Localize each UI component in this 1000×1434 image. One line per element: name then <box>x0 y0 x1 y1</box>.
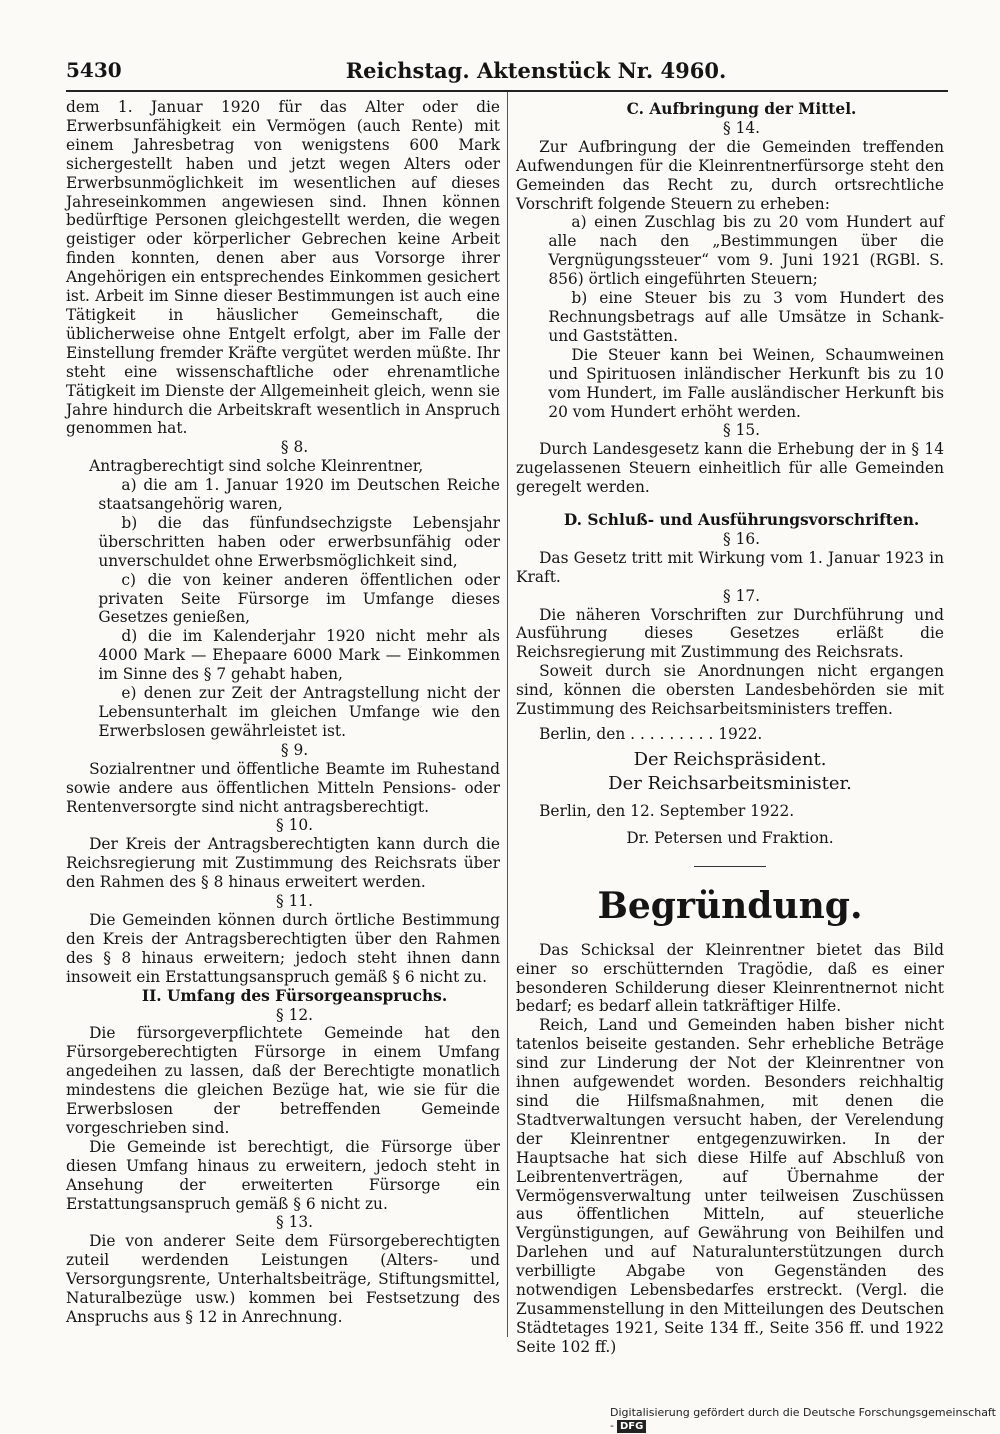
paragraph: Antragberechtigt sind solche Kleinrentner, <box>89 457 424 476</box>
section-number: § 9. <box>280 740 309 759</box>
signature-president: Der Reichspräsident. <box>633 748 827 770</box>
section-number: § 16. <box>723 529 761 548</box>
paragraph: Sozialrentner und öffentliche Beamte im Ruhestand sowie andere aus öffentlichen Mitteln Pensions- oder Rentenversorgte sind nicht antragsberechtigt. <box>66 759 500 816</box>
list-item: a) einen Zuschlag bis zu 20 vom Hundert auf alle nach den „Bestimmungen über die Vergnügungssteuer“ vom 9. Juni 1921 (RGBl. S. 856) örtlich eingeführten Steuern; <box>548 213 944 289</box>
section-number: § 15. <box>723 421 761 440</box>
section-number: § 14. <box>723 118 761 137</box>
section-number: § 13. <box>276 1213 314 1232</box>
part-heading: II. Umfang des Fürsorgeanspruchs. <box>141 986 448 1005</box>
paragraph: Durch Landesgesetz kann die Erhebung der in § 14 zugelassenen Steuern einheitlich für alle Gemeinden geregelt werden. <box>516 440 944 497</box>
list-item: d) die im Kalenderjahr 1920 nicht mehr als 4000 Mark — Ehepaare 6000 Mark — Einkommen im Sinne des § 7 gehabt haben, <box>98 627 500 684</box>
right-column <box>516 98 944 1357</box>
left-column <box>66 98 500 1327</box>
paragraph: Die fürsorgeverpflichtete Gemeinde hat den Fürsorgeberechtigten Fürsorge in einem Umfang angedeihen zu lassen, daß der Berechtigte monatlich mindestens die gleichen Bezüge hat, wie sie für die Erwerbslosen der betreffenden Gemeinde vorgeschrieben sind. <box>66 1024 500 1137</box>
list-item: e) denen zur Zeit der Antragstellung nicht der Lebensunterhalt im gleichen Umfange wie den Erwerbslosen gewährleistet ist. <box>98 684 500 740</box>
section-title: Begründung. <box>597 884 863 927</box>
section-number: § 10. <box>276 816 314 835</box>
paragraph: Soweit durch sie Anordnungen nicht ergangen sind, können die obersten Landesbehörden sie mit Zustimmung des Reichsarbeitsministers treffen. <box>516 662 944 719</box>
signature-minister: Der Reichsarbeitsminister. <box>608 772 852 794</box>
running-title: Reichstag. Aktenstück Nr. 4960. <box>345 58 727 83</box>
section-number: § 8. <box>280 438 309 457</box>
footer-text: Digitalisierung gefördert durch die Deutsche Forschungsgemeinschaft - <box>610 1406 996 1432</box>
paragraph: dem 1. Januar 1920 für das Alter oder die Erwerbsunfähigkeit ein Vermögen (auch Rente) mit einem Jahresbetrag von wenigstens 600 Mark sichergestellt haben und jetzt wegen Alters oder Erwerbsunmöglichkeit im wesentlichen auf dieses Jahreseinkommen angewiesen sind. Ihnen können bedürftige Personen gleichgestellt werden, die wegen geistiger oder körperlicher Gebrechen keine Arbeit finden konnten, denen aber aus Vorsorge ihrer Angehörigen ein entsprechendes Einkommen gesichert ist. Arbeit im Sinne dieser Bestimmungen ist auch eine Tätigkeit in häuslicher Gemeinschaft, die üblicherweise ohne Entgelt erfolgt, aber im Falle der Einstellung fremder Kräfte vergütet werden müßte. Ihr steht eine wissenschaftliche oder ehrenamtliche Tätigkeit im Dienste der Allgemeinheit gleich, wenn sie Jahre hindurch die Arbeitskraft wesentlich in Anspruch genommen hat. <box>66 98 500 438</box>
column-divider <box>507 92 508 1337</box>
authors: Dr. Petersen und Fraktion. <box>626 828 834 847</box>
list-item: a) die am 1. Januar 1920 im Deutschen Reiche staatsangehörig waren, <box>98 476 500 514</box>
paragraph: Die Gemeinde ist berechtigt, die Fürsorge über diesen Umfang hinaus zu erweitern, jedoch steht in Ansehung der erweiterten Fürsorge ein Erstattungsanspruch gemäß § 6 nicht zu. <box>66 1137 500 1213</box>
paragraph: Die Gemeinden können durch örtliche Bestimmung den Kreis der Antragsberechtigten über den Rahmen des § 8 hinaus erweitern; jedoch steht ihnen dann insoweit ein Erstattungsanspruch gemäß § 6 nicht zu. <box>66 910 500 986</box>
dfg-logo: DFG <box>617 1420 646 1433</box>
section-number: § 11. <box>276 892 314 911</box>
page-number: 5430 <box>66 58 122 82</box>
paragraph: Die Steuer kann bei Weinen, Schaumweinen und Spirituosen inländischer Herkunft bis zu 10 vom Hundert, im Falle ausländischer Herkunft bis 20 vom Hundert erhöht werden. <box>548 345 944 421</box>
separator-rule <box>694 866 766 867</box>
part-heading: D. Schluß- und Ausführungsvorschriften. <box>563 511 920 530</box>
paragraph: Die näheren Vorschriften zur Durchführung und Ausführung dieses Gesetzes erläßt die Reichsregierung mit Zustimmung des Reichsrats. <box>516 605 944 662</box>
section-number: § 17. <box>723 586 761 605</box>
date-line: Berlin, den . . . . . . . . . 1922. <box>539 725 763 743</box>
part-heading: C. Aufbringung der Mittel. <box>626 100 857 118</box>
paragraph: Zur Aufbringung der die Gemeinden treffenden Aufwendungen für die Kleinrentnerfürsorge steht den Gemeinden das Recht zu, durch ortsrechtliche Vorschrift folgende Steuern zu erheben: <box>516 137 944 213</box>
paragraph: Reich, Land und Gemeinden haben bisher nicht tatenlos beiseite gestanden. Sehr erhebliche Beträge sind zur Linderung der Not der Kleinrentner von ihnen aufgewendet worden. Besonders reichhaltig sind die Hilfsmaßnahmen, mit denen die Stadtverwaltungen versucht haben, der Verelendung der Kleinrentner entgegenzuwirken. In der Hauptsache hat sich diese Hilfe auf Abschluß von Leibrentenverträgen, auf Übernahme der Vermögensverwaltung unter teilweisen Zuschüssen aus öffentlichen Mitteln, auf steuerliche Vergünstigungen, auf Gewährung von Beihilfen und Darlehen und auf Naturalunterstützungen durch verbilligte Abgabe von Gegenständen des notwendigen Lebensbedarfes erstreckt. (Vergl. die Zusammenstellung in den Mitteilungen des Deutschen Städtetages 1921, Seite 134 ff., Seite 356 ff. und 1922 Seite 102 ff.) <box>516 1016 944 1356</box>
page-header <box>66 58 946 84</box>
list-item: c) die von keiner anderen öffentlichen oder privaten Seite Fürsorge im Umfange dieses Gesetzes genießen, <box>98 570 500 627</box>
paragraph: Der Kreis der Antragsberechtigten kann durch die Reichsregierung mit Zustimmung des Reichsrats über den Rahmen des § 8 hinaus erweitert werden. <box>66 835 500 892</box>
section-number: § 12. <box>276 1005 314 1024</box>
list-item: b) die das fünfundsechzigste Lebensjahr überschritten haben oder erwerbsunfähig oder unverschuldet ohne Erwerbsmöglichkeit sind, <box>98 513 500 570</box>
footer-credit <box>610 1406 1000 1433</box>
date-line: Berlin, den 12. September 1922. <box>539 801 795 820</box>
list-item: b) eine Steuer bis zu 3 vom Hundert des Rechnungsbetrags auf alle Umsätze in Schank- und Gaststätten. <box>548 289 944 345</box>
paragraph: Das Gesetz tritt mit Wirkung vom 1. Januar 1923 in Kraft. <box>516 548 944 586</box>
paragraph: Die von anderer Seite dem Fürsorgeberechtigten zuteil werdenden Leistungen (Alters- und Versorgungsrente, Unterhaltsbeiträge, Stiftungsmittel, Naturalbezüge usw.) kommen bei Festsetzung des Anspruchs aus § 12 in Anrechnung. <box>66 1232 500 1326</box>
paragraph: Das Schicksal der Kleinrentner bietet das Bild einer so erschütternden Tragödie, daß es einer besonderen Schilderung dieser Kleinrentnernot nicht bedarf; es bedarf allein tatkräftiger Hilfe. <box>516 940 944 1016</box>
